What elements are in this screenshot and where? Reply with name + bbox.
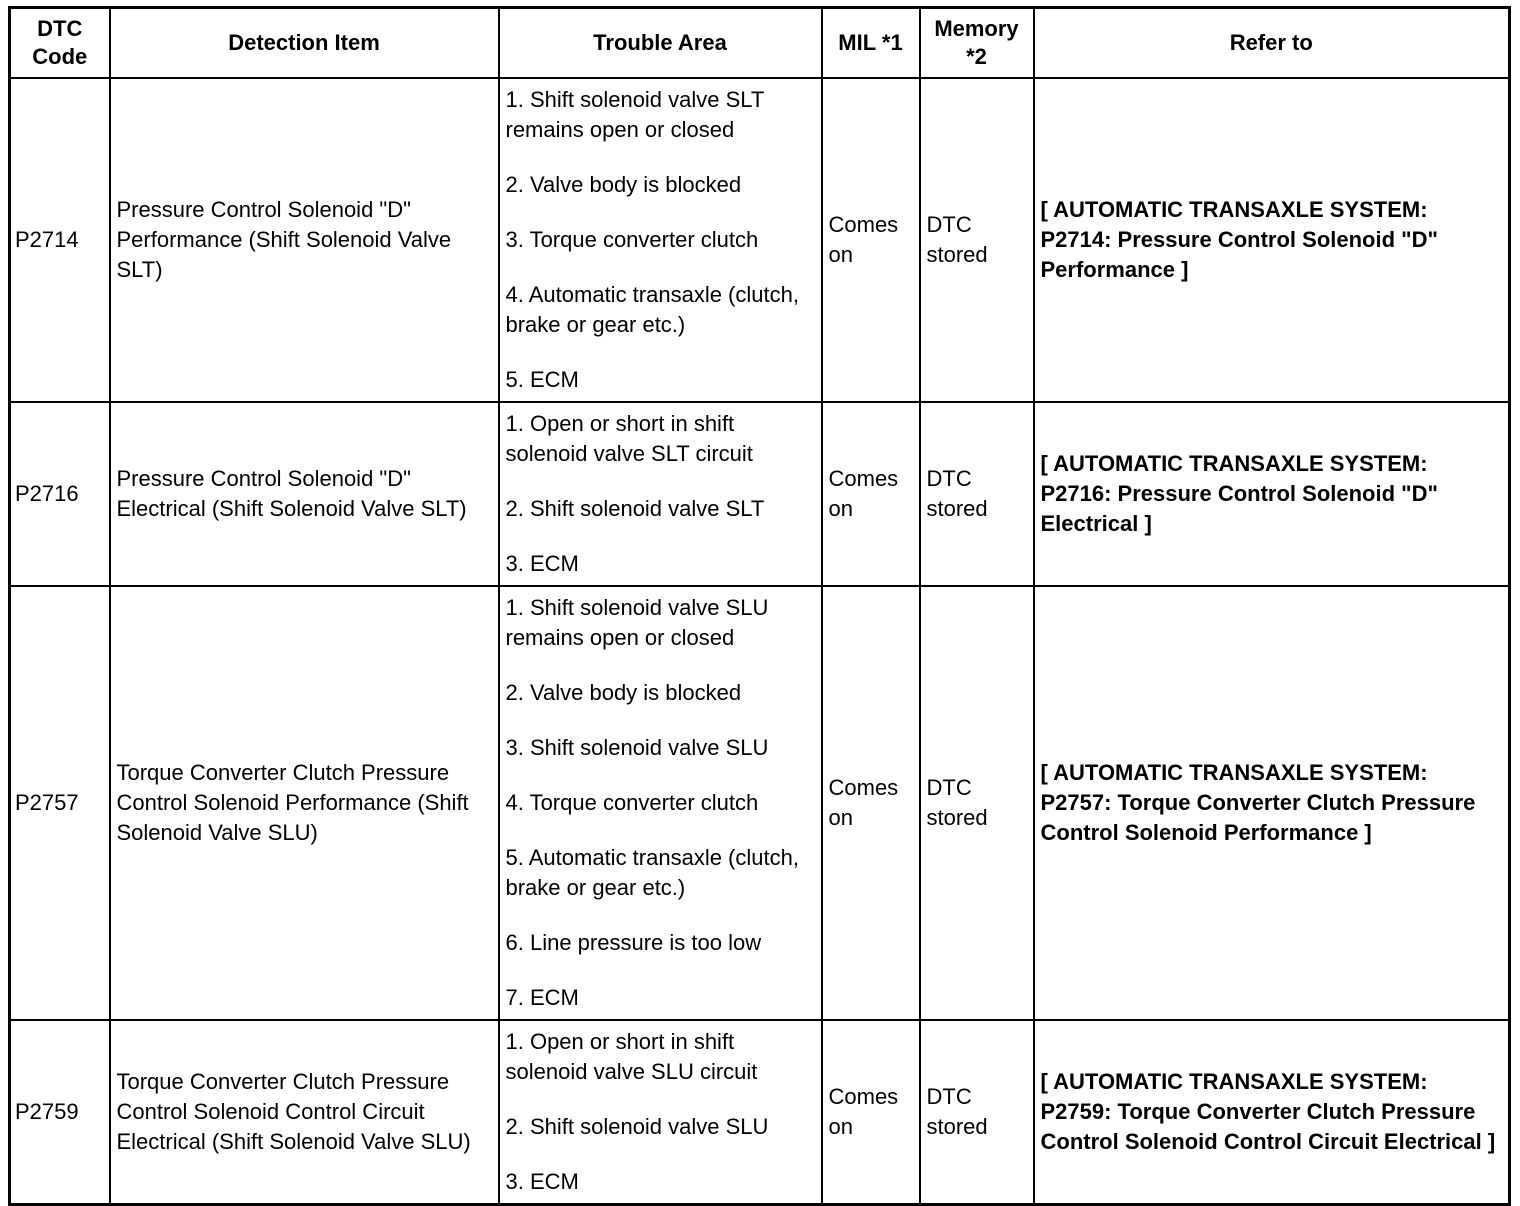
trouble-item: 7. ECM [505,984,579,1010]
trouble-item: 3. Shift solenoid valve SLU [505,734,769,760]
dtc-code-cell: P2716 [10,402,110,586]
trouble-area-cell [499,402,822,586]
trouble-item: 4. Automatic transaxle (clutch, brake or gear etc.) [505,281,799,337]
trouble-item: 3. Torque converter clutch [505,226,759,252]
trouble-item: 1. Open or short in shift solenoid valve SLU circuit [505,1028,758,1084]
refer-to-cell: [ AUTOMATIC TRANSAXLE SYSTEM: P2759: Torque Converter Clutch Pressure Control Solenoid Control Circuit Electrical ] [1034,1020,1510,1205]
trouble-item: 1. Shift solenoid valve SLU remains open or closed [505,594,769,650]
memory-cell: DTC stored [920,78,1034,402]
detection-item-cell: Torque Converter Clutch Pressure Control Solenoid Control Circuit Electrical (Shift Solenoid Valve SLU) [110,1020,499,1205]
trouble-item: 5. Automatic transaxle (clutch, brake or gear etc.) [505,844,799,900]
memory-cell: DTC stored [920,586,1034,1020]
dtc-code-cell: P2759 [10,1020,110,1205]
header-trouble-area: Trouble Area [499,8,822,78]
trouble-item: 6. Line pressure is too low [505,929,762,955]
header-refer-to: Refer to [1034,8,1510,78]
dtc-table [8,6,1511,1206]
table-row [10,1020,1510,1205]
trouble-item: 3. ECM [505,550,579,576]
mil-cell: Comes on [822,586,920,1020]
mil-cell: Comes on [822,78,920,402]
dtc-code-cell: P2757 [10,586,110,1020]
table-row [10,402,1510,586]
table-row [10,586,1510,1020]
refer-to-cell: [ AUTOMATIC TRANSAXLE SYSTEM: P2714: Pressure Control Solenoid "D" Performance ] [1034,78,1510,402]
detection-item-cell: Pressure Control Solenoid "D" Electrical (Shift Solenoid Valve SLT) [110,402,499,586]
refer-to-cell: [ AUTOMATIC TRANSAXLE SYSTEM: P2757: Torque Converter Clutch Pressure Control Solenoid Performance ] [1034,586,1510,1020]
trouble-item: 2. Valve body is blocked [505,171,742,197]
header-row [10,8,1510,78]
memory-cell: DTC stored [920,1020,1034,1205]
trouble-item: 3. ECM [505,1168,579,1194]
header-mil: MIL *1 [822,8,920,78]
refer-to-cell: [ AUTOMATIC TRANSAXLE SYSTEM: P2716: Pressure Control Solenoid "D" Electrical ] [1034,402,1510,586]
trouble-item: 5. ECM [505,366,579,392]
table-row [10,78,1510,402]
trouble-item: 4. Torque converter clutch [505,789,759,815]
trouble-item: 2. Shift solenoid valve SLT [505,495,765,521]
mil-cell: Comes on [822,402,920,586]
trouble-item: 1. Open or short in shift solenoid valve SLT circuit [505,410,753,466]
header-dtc-code: DTC Code [10,8,110,78]
trouble-item: 1. Shift solenoid valve SLT remains open or closed [505,86,764,142]
trouble-area-cell [499,78,822,402]
header-memory: Memory *2 [920,8,1034,78]
trouble-item: 2. Valve body is blocked [505,679,742,705]
trouble-item: 2. Shift solenoid valve SLU [505,1113,769,1139]
detection-item-cell: Torque Converter Clutch Pressure Control Solenoid Performance (Shift Solenoid Valve SLU) [110,586,499,1020]
trouble-area-cell [499,1020,822,1205]
detection-item-cell: Pressure Control Solenoid "D" Performance (Shift Solenoid Valve SLT) [110,78,499,402]
dtc-code-cell: P2714 [10,78,110,402]
header-detection-item: Detection Item [110,8,499,78]
memory-cell: DTC stored [920,402,1034,586]
mil-cell: Comes on [822,1020,920,1205]
trouble-area-cell [499,586,822,1020]
